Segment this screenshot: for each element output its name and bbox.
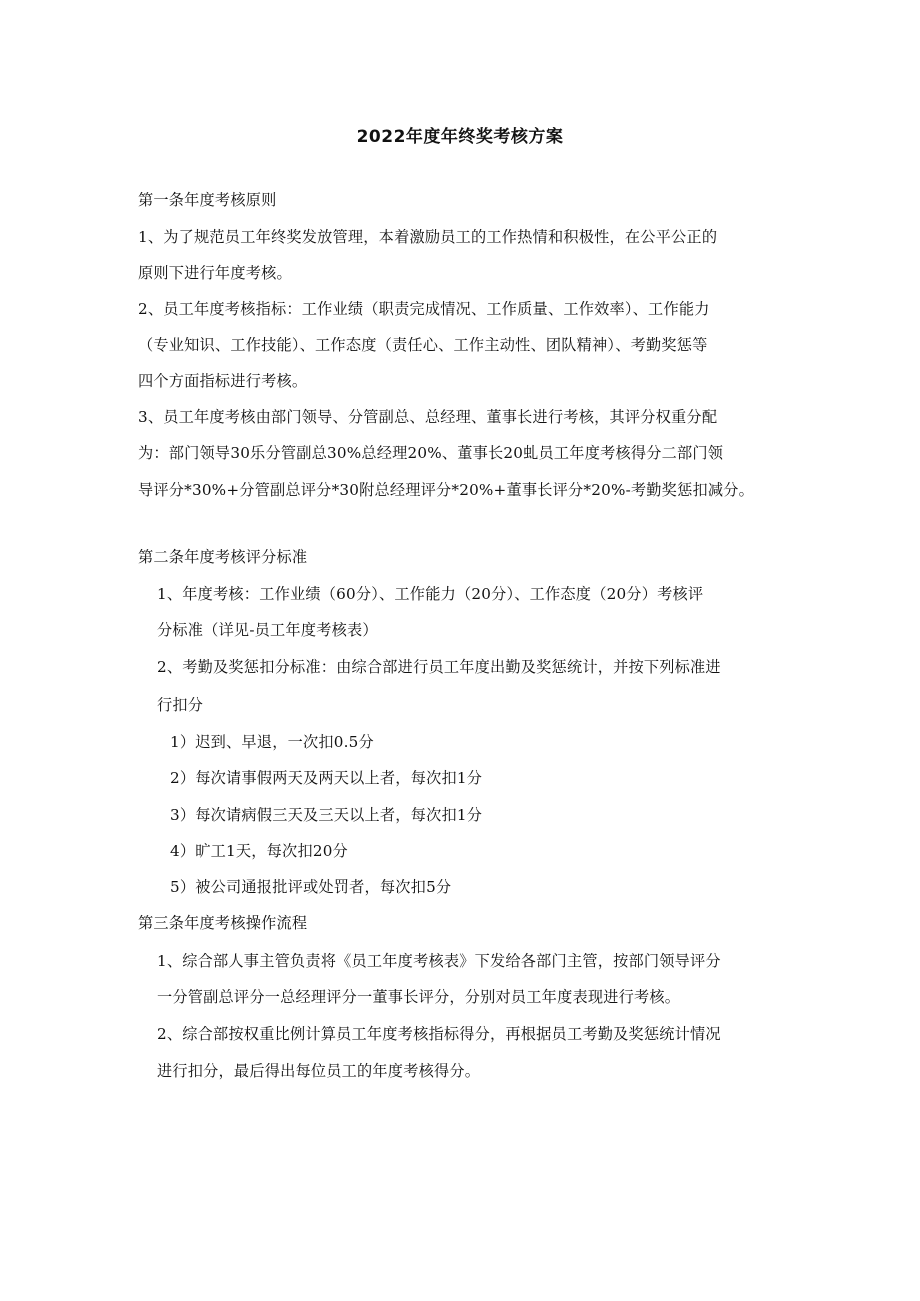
list-item: 2）每次请事假两天及两天以上者，每次扣1分 xyxy=(170,769,483,787)
list-item: 3）每次请病假三天及三天以上者，每次扣1分 xyxy=(170,806,483,824)
paragraph-line: 四个方面指标进行考核。 xyxy=(138,372,308,390)
paragraph-line: 3、员工年度考核由部门领导、分管副总、总经理、董事长进行考核，其评分权重分配 xyxy=(138,408,718,426)
list-item: 5）被公司通报批评或处罚者，每次扣5分 xyxy=(170,878,452,896)
section-2-heading: 第二条年度考核评分标准 xyxy=(138,548,308,566)
list-item: 4）旷工1天，每次扣20分 xyxy=(170,842,348,860)
section-3-heading: 第三条年度考核操作流程 xyxy=(138,914,308,932)
paragraph-line: 为：部门领导30乐分管副总30%总经理20%、董事长20虬员工年度考核得分二部门领 xyxy=(138,444,724,462)
paragraph-line: 2、员工年度考核指标：工作业绩（职责完成情况、工作质量、工作效率）、工作能力 xyxy=(138,300,710,318)
paragraph-line: （专业知识、工作技能）、工作态度（责任心、工作主动性、团队精神）、考勤奖惩等 xyxy=(138,336,708,354)
list-item: 1）迟到、早退，一次扣0.5分 xyxy=(170,733,374,751)
section-1-heading: 第一条年度考核原则 xyxy=(138,191,277,209)
paragraph-line: 导评分*30%+分管副总评分*30附总经理评分*20%+董事长评分*20%-考勤奖惩扣减分。 xyxy=(138,481,755,499)
paragraph-line: 2、考勤及奖惩扣分标准：由综合部进行员工年度出勤及奖惩统计，并按下列标准进 xyxy=(157,658,721,676)
paragraph-line: 分标准（详见-员工年度考核表） xyxy=(157,621,378,639)
paragraph-line: 1、综合部人事主管负责将《员工年度考核表》下发给各部门主管，按部门领导评分 xyxy=(157,952,721,970)
paragraph-line: 一分管副总评分一总经理评分一董事长评分，分别对员工年度表现进行考核。 xyxy=(157,988,681,1006)
paragraph-line: 2、综合部按权重比例计算员工年度考核指标得分，再根据员工考勤及奖惩统计情况 xyxy=(157,1025,721,1043)
paragraph-line: 1、年度考核：工作业绩（60分）、工作能力（20分）、工作态度（20分）考核评 xyxy=(157,585,704,603)
paragraph-line: 行扣分 xyxy=(157,696,204,714)
document-title: 2022年度年终奖考核方案 xyxy=(356,127,564,147)
paragraph-line: 原则下进行年度考核。 xyxy=(138,264,292,282)
paragraph-line: 1、为了规范员工年终奖发放管理，本着激励员工的工作热情和积极性，在公平公正的 xyxy=(138,228,718,246)
paragraph-line: 进行扣分，最后得出每位员工的年度考核得分。 xyxy=(157,1062,481,1080)
